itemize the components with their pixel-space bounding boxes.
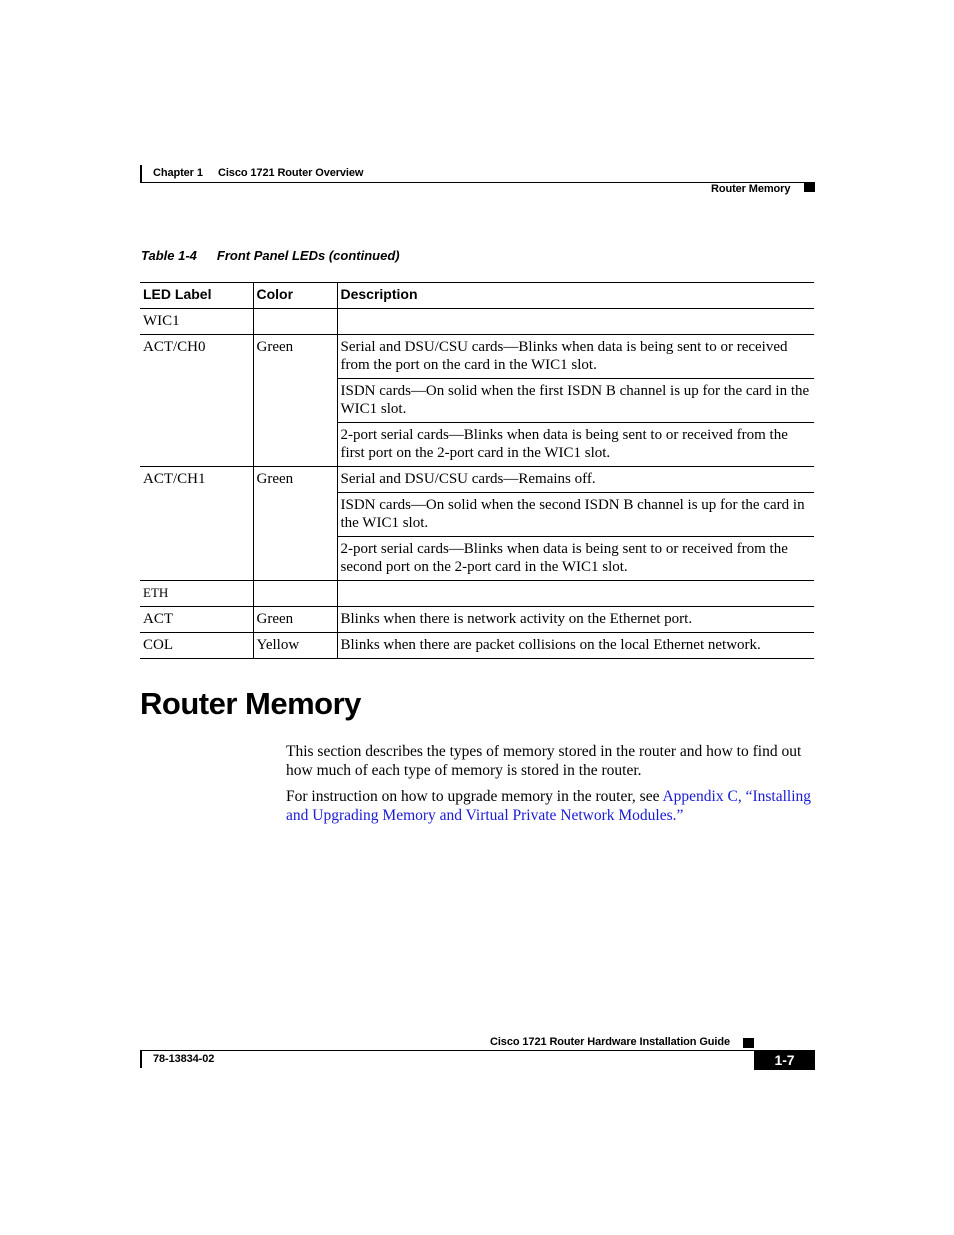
paragraph-text: For instruction on how to upgrade memory in the router, see	[286, 788, 663, 805]
table-caption-title: Front Panel LEDs (continued)	[216, 248, 400, 263]
table-caption-label: Table 1-4	[141, 248, 197, 263]
section-paragraph: This section describes the types of memory stored in the router and how to find out how much of each type of memory is stored in the router.	[286, 743, 802, 779]
table-row	[140, 309, 814, 335]
appendix-c-link[interactable]: Appendix C, “Installing and Upgrading Memory and Virtual Private Network Modules.”	[286, 788, 812, 824]
footer-rule	[140, 1050, 815, 1051]
header-marker	[804, 182, 815, 192]
page-number: 1-7	[774, 1052, 795, 1068]
header-chapter-title: Cisco 1721 Router Overview	[218, 167, 364, 179]
table-row	[140, 467, 814, 493]
led-label-cell: COL	[140, 633, 253, 659]
color-cell: Yellow	[253, 633, 337, 659]
color-cell	[253, 309, 337, 335]
led-label-cell: ACT/CH1	[140, 467, 253, 581]
table-row	[140, 335, 814, 379]
led-label-cell: ACT/CH0	[140, 335, 253, 467]
footer-guide-title: Cisco 1721 Router Hardware Installation Guide	[490, 1036, 731, 1048]
column-header-led-label: LED Label	[140, 283, 253, 309]
description-cell: Blinks when there are packet collisions on the local Ethernet network.	[337, 633, 814, 659]
description-cell	[337, 581, 814, 607]
led-label-cell: ETH	[140, 581, 253, 607]
description-cell: Blinks when there is network activity on the Ethernet port.	[337, 607, 814, 633]
led-label-cell: WIC1	[140, 309, 253, 335]
front-panel-leds-table	[140, 282, 814, 659]
description-cell: 2-port serial cards—Blinks when data is being sent to or received from the first port on the 2-port card in the WIC1 slot.	[337, 423, 814, 467]
header-chapter: Chapter 1	[153, 167, 203, 179]
header-section: Router Memory	[711, 183, 791, 195]
section-title: Router Memory	[140, 686, 361, 721]
footer-marker	[743, 1038, 754, 1048]
description-cell: ISDN cards—On solid when the second ISDN B channel is up for the card in the WIC1 slot.	[337, 493, 814, 537]
table-row	[140, 633, 814, 659]
led-label-cell: ACT	[140, 607, 253, 633]
column-header-color: Color	[253, 283, 337, 309]
section-paragraph	[286, 787, 816, 825]
table-row	[140, 607, 814, 633]
description-cell: Serial and DSU/CSU cards—Remains off.	[337, 467, 814, 493]
table-row	[140, 581, 814, 607]
header-left-bar	[140, 165, 142, 183]
footer-left-bar	[140, 1050, 142, 1068]
color-cell: Green	[253, 467, 337, 581]
description-cell: Serial and DSU/CSU cards—Blinks when data is being sent to or received from the port on the card in the WIC1 slot.	[337, 335, 814, 379]
description-cell: 2-port serial cards—Blinks when data is being sent to or received from the second port on the 2-port card in the WIC1 slot.	[337, 537, 814, 581]
description-cell	[337, 309, 814, 335]
description-cell: ISDN cards—On solid when the first ISDN B channel is up for the card in the WIC1 slot.	[337, 379, 814, 423]
color-cell	[253, 581, 337, 607]
color-cell: Green	[253, 335, 337, 467]
footer-doc-number: 78-13834-02	[153, 1053, 215, 1065]
table-caption	[141, 248, 400, 263]
color-cell: Green	[253, 607, 337, 633]
column-header-description: Description	[337, 283, 814, 309]
table-header-row	[140, 283, 814, 309]
